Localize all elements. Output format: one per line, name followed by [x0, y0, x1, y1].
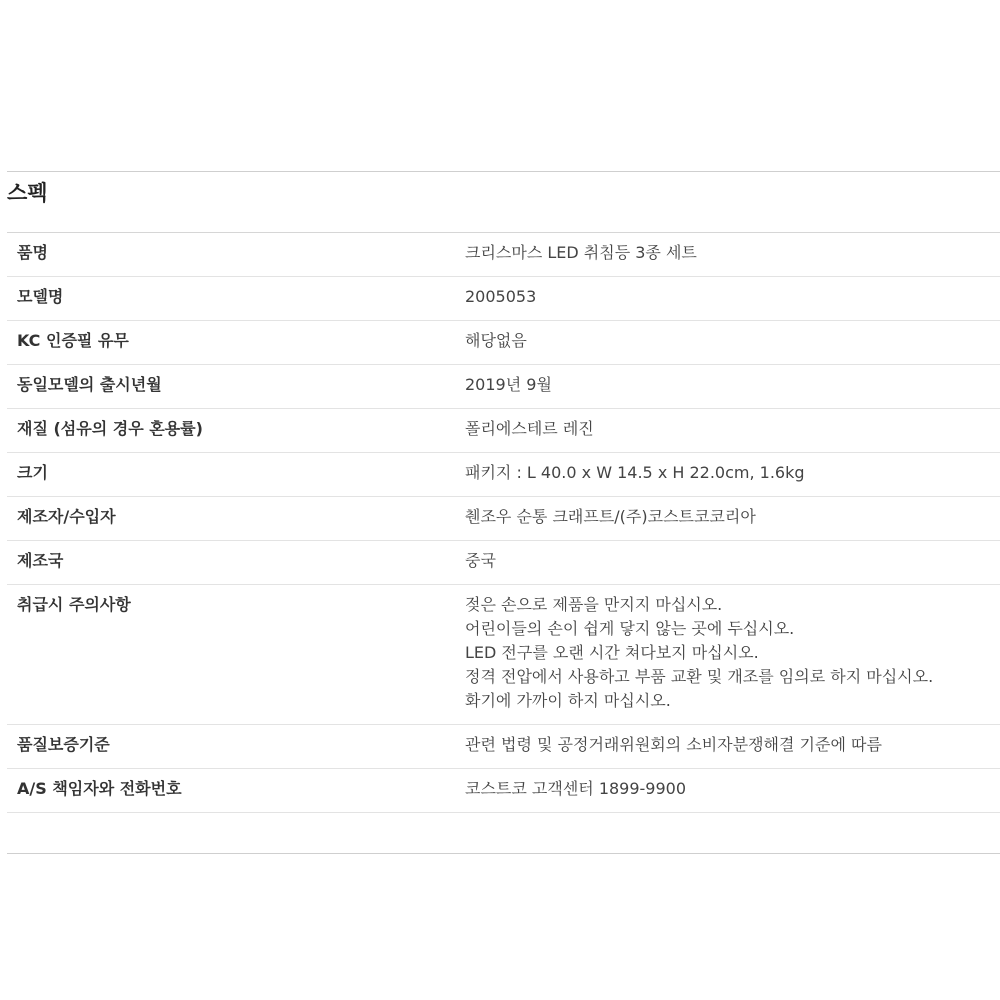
spec-value-line: 중국: [465, 551, 496, 570]
spec-value-line: 관련 법령 및 공정거래위원회의 소비자분쟁해결 기준에 따름: [465, 735, 882, 754]
spec-value-line: 코스트코 고객센터 1899-9900: [465, 779, 687, 798]
spec-value-line: 화기에 가까이 하지 마십시오.: [465, 691, 671, 710]
section-title: 스펙: [7, 172, 1000, 233]
spec-label: 제조자/수입자: [7, 497, 465, 541]
spec-row: [7, 585, 1000, 725]
spec-value: [465, 453, 1000, 497]
spec-label: 취급시 주의사항: [7, 585, 465, 725]
spec-label: 품명: [7, 233, 465, 277]
spec-value: [465, 541, 1000, 585]
spec-row: [7, 277, 1000, 321]
spec-value-line: 폴리에스테르 레진: [465, 419, 594, 438]
spec-row: [7, 233, 1000, 277]
spec-row: [7, 409, 1000, 453]
spec-label: 크기: [7, 453, 465, 497]
spec-row: [7, 769, 1000, 813]
spec-value-line: 크리스마스 LED 취침등 3종 세트: [465, 243, 697, 262]
spec-label: A/S 책임자와 전화번호: [7, 769, 465, 813]
spec-value-line: 패키지 : L 40.0 x W 14.5 x H 22.0cm, 1.6kg: [465, 463, 805, 482]
spec-value: [465, 769, 1000, 813]
spec-value-line: 2019년 9월: [465, 375, 552, 394]
spec-table: [7, 233, 1000, 813]
spec-section: [7, 171, 1000, 854]
spec-row: [7, 453, 1000, 497]
spec-value-line: 2005053: [465, 287, 537, 306]
spec-label: KC 인증필 유무: [7, 321, 465, 365]
spec-value: [465, 321, 1000, 365]
spec-value: [465, 725, 1000, 769]
spec-table-body: [7, 233, 1000, 813]
spec-value-line: 어린이들의 손이 쉽게 닿지 않는 곳에 두십시오.: [465, 619, 795, 638]
spec-label: 모델명: [7, 277, 465, 321]
spec-row: [7, 497, 1000, 541]
spec-label: 동일모델의 출시년월: [7, 365, 465, 409]
spec-value-line: LED 전구를 오랜 시간 쳐다보지 마십시오.: [465, 643, 759, 662]
spec-label: 재질 (섬유의 경우 혼용률): [7, 409, 465, 453]
spec-value-line: 해당없음: [465, 331, 527, 350]
spec-label: 제조국: [7, 541, 465, 585]
spec-value: [465, 409, 1000, 453]
spec-value: [465, 233, 1000, 277]
spec-value-line: 젖은 손으로 제품을 만지지 마십시오.: [465, 595, 723, 614]
spec-value: [465, 365, 1000, 409]
spec-row: [7, 541, 1000, 585]
spec-row: [7, 725, 1000, 769]
spec-label: 품질보증기준: [7, 725, 465, 769]
spec-value: [465, 277, 1000, 321]
spec-value-line: 정격 전압에서 사용하고 부품 교환 및 개조를 임의로 하지 마십시오.: [465, 667, 934, 686]
bottom-divider: [7, 813, 1000, 854]
spec-value-line: 췐조우 순통 크래프트/(주)코스트코코리아: [465, 507, 756, 526]
spec-value: [465, 497, 1000, 541]
spec-row: [7, 321, 1000, 365]
spec-value: [465, 585, 1000, 725]
spec-row: [7, 365, 1000, 409]
